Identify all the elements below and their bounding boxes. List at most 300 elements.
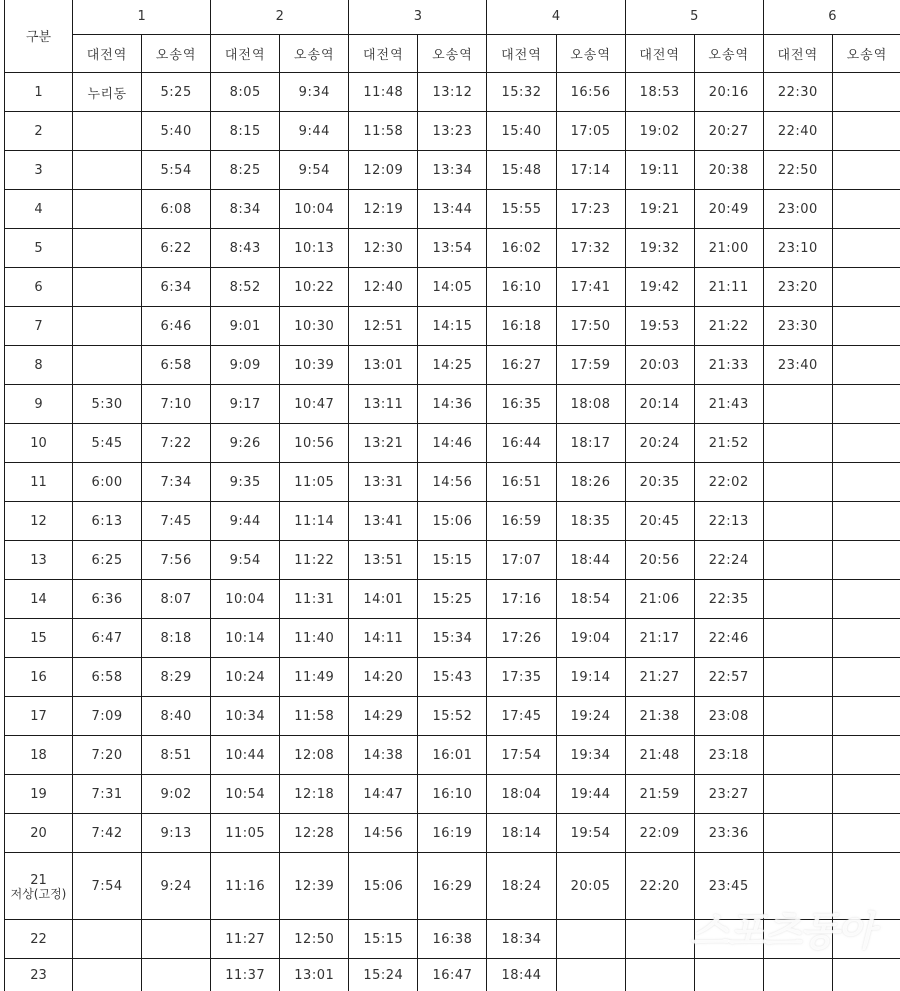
station-header-daejeon: 대전역 <box>763 35 832 73</box>
daejeon-departure-cell: 6:47 <box>73 619 142 658</box>
daejeon-departure-cell: 19:42 <box>625 268 694 307</box>
osong-departure-cell: 11:58 <box>280 697 349 736</box>
osong-departure-cell: 16:38 <box>418 920 487 959</box>
osong-departure-cell <box>556 920 625 959</box>
daejeon-departure-cell: 15:06 <box>349 853 418 920</box>
daejeon-departure-cell: 15:32 <box>487 73 556 112</box>
daejeon-departure-cell: 6:36 <box>73 580 142 619</box>
daejeon-departure-cell: 10:04 <box>211 580 280 619</box>
daejeon-departure-cell: 8:52 <box>211 268 280 307</box>
osong-departure-cell: 11:14 <box>280 502 349 541</box>
daejeon-departure-cell: 20:56 <box>625 541 694 580</box>
daejeon-departure-cell: 13:21 <box>349 424 418 463</box>
table-row <box>5 229 900 268</box>
row-number <box>5 920 73 959</box>
row-number-label: 15 <box>30 631 47 646</box>
daejeon-departure-cell: 18:34 <box>487 920 556 959</box>
osong-departure-cell: 22:13 <box>694 502 763 541</box>
daejeon-departure-cell <box>763 502 832 541</box>
daejeon-departure-cell: 16:02 <box>487 229 556 268</box>
daejeon-departure-cell: 12:09 <box>349 151 418 190</box>
daejeon-departure-cell: 21:38 <box>625 697 694 736</box>
osong-departure-cell: 21:22 <box>694 307 763 346</box>
osong-departure-cell <box>832 112 900 151</box>
station-header-row <box>5 35 900 73</box>
table-row <box>5 541 900 580</box>
osong-departure-cell <box>832 619 900 658</box>
daejeon-departure-cell: 23:30 <box>763 307 832 346</box>
daejeon-departure-cell: 17:35 <box>487 658 556 697</box>
osong-departure-cell: 8:18 <box>142 619 211 658</box>
table-row <box>5 385 900 424</box>
row-number <box>5 853 73 920</box>
daejeon-departure-cell: 13:51 <box>349 541 418 580</box>
table-row <box>5 307 900 346</box>
daejeon-departure-cell: 15:40 <box>487 112 556 151</box>
table-row <box>5 346 900 385</box>
osong-departure-cell: 18:54 <box>556 580 625 619</box>
osong-departure-cell <box>832 959 900 991</box>
daejeon-departure-cell <box>763 814 832 853</box>
daejeon-departure-cell: 8:05 <box>211 73 280 112</box>
osong-departure-cell: 10:47 <box>280 385 349 424</box>
daejeon-departure-cell: 18:04 <box>487 775 556 814</box>
daejeon-departure-cell: 17:26 <box>487 619 556 658</box>
daejeon-departure-cell <box>763 385 832 424</box>
table-row <box>5 853 900 920</box>
osong-departure-cell: 13:34 <box>418 151 487 190</box>
daejeon-departure-cell: 22:20 <box>625 853 694 920</box>
row-number <box>5 73 73 112</box>
station-header-daejeon: 대전역 <box>487 35 556 73</box>
row-number-label: 16 <box>30 670 47 685</box>
osong-departure-cell <box>142 959 211 991</box>
daejeon-departure-cell <box>73 959 142 991</box>
osong-departure-cell: 6:34 <box>142 268 211 307</box>
daejeon-departure-cell: 10:54 <box>211 775 280 814</box>
row-number-label: 10 <box>30 436 47 451</box>
daejeon-departure-cell <box>763 541 832 580</box>
osong-departure-cell: 23:45 <box>694 853 763 920</box>
table-row <box>5 697 900 736</box>
row-number <box>5 112 73 151</box>
table-row <box>5 959 900 991</box>
daejeon-departure-cell: 19:11 <box>625 151 694 190</box>
row-number-label: 3 <box>34 163 42 178</box>
osong-departure-cell: 8:51 <box>142 736 211 775</box>
daejeon-departure-cell: 8:15 <box>211 112 280 151</box>
osong-departure-cell: 7:22 <box>142 424 211 463</box>
daejeon-departure-cell: 16:18 <box>487 307 556 346</box>
daejeon-departure-cell: 9:44 <box>211 502 280 541</box>
daejeon-departure-cell: 16:51 <box>487 463 556 502</box>
osong-departure-cell: 6:08 <box>142 190 211 229</box>
table-row <box>5 814 900 853</box>
osong-departure-cell: 5:54 <box>142 151 211 190</box>
osong-departure-cell: 19:04 <box>556 619 625 658</box>
station-header-daejeon: 대전역 <box>349 35 418 73</box>
osong-departure-cell <box>142 920 211 959</box>
daejeon-departure-cell: 10:14 <box>211 619 280 658</box>
daejeon-departure-cell: 6:13 <box>73 502 142 541</box>
osong-departure-cell: 6:46 <box>142 307 211 346</box>
osong-departure-cell: 20:27 <box>694 112 763 151</box>
osong-departure-cell: 21:43 <box>694 385 763 424</box>
daejeon-departure-cell: 20:45 <box>625 502 694 541</box>
osong-departure-cell: 7:34 <box>142 463 211 502</box>
osong-departure-cell: 11:05 <box>280 463 349 502</box>
osong-departure-cell: 18:26 <box>556 463 625 502</box>
table-row <box>5 73 900 112</box>
daejeon-departure-cell: 11:48 <box>349 73 418 112</box>
daejeon-departure-cell: 16:44 <box>487 424 556 463</box>
daejeon-departure-cell: 7:42 <box>73 814 142 853</box>
corner-label: 구분 <box>5 0 73 73</box>
osong-departure-cell: 22:24 <box>694 541 763 580</box>
osong-departure-cell <box>832 385 900 424</box>
row-number <box>5 619 73 658</box>
table-row <box>5 502 900 541</box>
station-header-osong: 오송역 <box>142 35 211 73</box>
osong-departure-cell: 18:35 <box>556 502 625 541</box>
osong-departure-cell <box>832 73 900 112</box>
osong-departure-cell: 5:25 <box>142 73 211 112</box>
osong-departure-cell: 11:31 <box>280 580 349 619</box>
daejeon-departure-cell <box>73 229 142 268</box>
daejeon-departure-cell: 16:27 <box>487 346 556 385</box>
daejeon-departure-cell: 17:16 <box>487 580 556 619</box>
osong-departure-cell: 18:17 <box>556 424 625 463</box>
osong-departure-cell: 13:54 <box>418 229 487 268</box>
osong-departure-cell: 6:58 <box>142 346 211 385</box>
daejeon-departure-cell: 18:53 <box>625 73 694 112</box>
osong-departure-cell <box>832 346 900 385</box>
daejeon-departure-cell: 14:29 <box>349 697 418 736</box>
osong-departure-cell <box>832 190 900 229</box>
daejeon-departure-cell <box>73 346 142 385</box>
daejeon-departure-cell <box>763 697 832 736</box>
daejeon-departure-cell: 7:09 <box>73 697 142 736</box>
osong-departure-cell: 11:49 <box>280 658 349 697</box>
row-number-label: 20 <box>30 826 47 841</box>
osong-departure-cell: 22:02 <box>694 463 763 502</box>
osong-departure-cell: 23:08 <box>694 697 763 736</box>
daejeon-departure-cell: 15:48 <box>487 151 556 190</box>
daejeon-departure-cell: 14:20 <box>349 658 418 697</box>
row-number <box>5 385 73 424</box>
osong-departure-cell: 20:49 <box>694 190 763 229</box>
daejeon-departure-cell: 14:01 <box>349 580 418 619</box>
row-number <box>5 346 73 385</box>
row-sublabel: 저상(고정) <box>5 888 72 900</box>
osong-departure-cell <box>694 920 763 959</box>
osong-departure-cell: 12:18 <box>280 775 349 814</box>
daejeon-departure-cell <box>73 190 142 229</box>
daejeon-departure-cell: 18:44 <box>487 959 556 991</box>
daejeon-departure-cell: 12:30 <box>349 229 418 268</box>
osong-departure-cell: 7:10 <box>142 385 211 424</box>
daejeon-departure-cell: 17:54 <box>487 736 556 775</box>
osong-departure-cell: 7:45 <box>142 502 211 541</box>
daejeon-departure-cell: 16:59 <box>487 502 556 541</box>
osong-departure-cell: 19:44 <box>556 775 625 814</box>
row-number-label: 8 <box>34 358 42 373</box>
row-number-label: 22 <box>30 932 47 947</box>
row-number-label: 12 <box>30 514 47 529</box>
table-row <box>5 151 900 190</box>
daejeon-departure-cell <box>73 112 142 151</box>
daejeon-departure-cell <box>73 307 142 346</box>
osong-departure-cell: 15:15 <box>418 541 487 580</box>
daejeon-departure-cell: 23:40 <box>763 346 832 385</box>
osong-departure-cell <box>832 775 900 814</box>
daejeon-departure-cell: 9:09 <box>211 346 280 385</box>
row-number-label: 4 <box>34 202 42 217</box>
table-row <box>5 920 900 959</box>
station-header-osong: 오송역 <box>280 35 349 73</box>
daejeon-departure-cell: 19:53 <box>625 307 694 346</box>
daejeon-departure-cell: 15:15 <box>349 920 418 959</box>
osong-departure-cell: 17:14 <box>556 151 625 190</box>
daejeon-departure-cell: 11:27 <box>211 920 280 959</box>
table-row <box>5 775 900 814</box>
osong-departure-cell: 19:34 <box>556 736 625 775</box>
osong-departure-cell: 17:41 <box>556 268 625 307</box>
osong-departure-cell <box>832 697 900 736</box>
osong-departure-cell: 12:50 <box>280 920 349 959</box>
osong-departure-cell: 14:56 <box>418 463 487 502</box>
daejeon-departure-cell <box>763 658 832 697</box>
daejeon-departure-cell: 5:45 <box>73 424 142 463</box>
daejeon-departure-cell: 22:40 <box>763 112 832 151</box>
daejeon-departure-cell: 17:07 <box>487 541 556 580</box>
osong-departure-cell: 9:44 <box>280 112 349 151</box>
osong-departure-cell <box>832 424 900 463</box>
osong-departure-cell: 21:11 <box>694 268 763 307</box>
table-row <box>5 580 900 619</box>
osong-departure-cell: 19:14 <box>556 658 625 697</box>
row-number-label: 11 <box>30 475 47 490</box>
daejeon-departure-cell: 20:35 <box>625 463 694 502</box>
table-row <box>5 658 900 697</box>
osong-departure-cell <box>832 920 900 959</box>
row-number-label: 21 <box>30 873 47 888</box>
daejeon-departure-cell: 6:58 <box>73 658 142 697</box>
daejeon-departure-cell: 12:40 <box>349 268 418 307</box>
daejeon-departure-cell: 10:24 <box>211 658 280 697</box>
osong-departure-cell: 13:23 <box>418 112 487 151</box>
daejeon-departure-cell: 18:24 <box>487 853 556 920</box>
osong-departure-cell: 10:30 <box>280 307 349 346</box>
row-number <box>5 151 73 190</box>
daejeon-departure-cell: 18:14 <box>487 814 556 853</box>
daejeon-departure-cell: 16:35 <box>487 385 556 424</box>
daejeon-departure-cell <box>763 424 832 463</box>
osong-departure-cell: 11:22 <box>280 541 349 580</box>
row-number <box>5 502 73 541</box>
daejeon-departure-cell: 13:11 <box>349 385 418 424</box>
daejeon-departure-cell: 21:17 <box>625 619 694 658</box>
row-number-label: 2 <box>34 124 42 139</box>
row-number <box>5 775 73 814</box>
row-number <box>5 541 73 580</box>
daejeon-departure-cell <box>763 580 832 619</box>
daejeon-departure-cell <box>73 268 142 307</box>
row-number-label: 18 <box>30 748 47 763</box>
daejeon-departure-cell <box>73 151 142 190</box>
osong-departure-cell: 13:44 <box>418 190 487 229</box>
bus-timetable <box>4 0 900 991</box>
osong-departure-cell: 16:10 <box>418 775 487 814</box>
station-header-osong: 오송역 <box>694 35 763 73</box>
osong-departure-cell: 12:28 <box>280 814 349 853</box>
osong-departure-cell: 11:40 <box>280 619 349 658</box>
osong-departure-cell: 23:36 <box>694 814 763 853</box>
osong-departure-cell: 12:39 <box>280 853 349 920</box>
table-row <box>5 112 900 151</box>
daejeon-departure-cell: 누리동 <box>73 73 142 112</box>
osong-departure-cell: 22:46 <box>694 619 763 658</box>
daejeon-departure-cell: 14:56 <box>349 814 418 853</box>
watermark-logo: 스포츠동아 <box>690 900 873 957</box>
osong-departure-cell <box>832 151 900 190</box>
station-header-osong: 오송역 <box>556 35 625 73</box>
row-number <box>5 307 73 346</box>
daejeon-departure-cell: 14:47 <box>349 775 418 814</box>
osong-departure-cell: 17:59 <box>556 346 625 385</box>
osong-departure-cell: 18:08 <box>556 385 625 424</box>
daejeon-departure-cell: 11:37 <box>211 959 280 991</box>
osong-departure-cell: 5:40 <box>142 112 211 151</box>
row-number <box>5 959 73 991</box>
daejeon-departure-cell: 20:24 <box>625 424 694 463</box>
daejeon-departure-cell: 23:10 <box>763 229 832 268</box>
osong-departure-cell <box>832 541 900 580</box>
table-row <box>5 190 900 229</box>
daejeon-departure-cell: 13:41 <box>349 502 418 541</box>
osong-departure-cell: 10:13 <box>280 229 349 268</box>
osong-departure-cell: 20:38 <box>694 151 763 190</box>
osong-departure-cell: 9:13 <box>142 814 211 853</box>
station-header-daejeon: 대전역 <box>73 35 142 73</box>
daejeon-departure-cell: 13:31 <box>349 463 418 502</box>
table-row <box>5 463 900 502</box>
osong-departure-cell: 17:23 <box>556 190 625 229</box>
row-number-label: 5 <box>34 241 42 256</box>
osong-departure-cell <box>694 959 763 991</box>
osong-departure-cell <box>832 268 900 307</box>
daejeon-departure-cell: 22:09 <box>625 814 694 853</box>
osong-departure-cell: 17:32 <box>556 229 625 268</box>
osong-departure-cell: 14:15 <box>418 307 487 346</box>
row-number <box>5 814 73 853</box>
daejeon-departure-cell: 10:34 <box>211 697 280 736</box>
row-number-label: 17 <box>30 709 47 724</box>
osong-departure-cell: 6:22 <box>142 229 211 268</box>
daejeon-departure-cell: 9:17 <box>211 385 280 424</box>
row-number <box>5 658 73 697</box>
osong-departure-cell: 8:07 <box>142 580 211 619</box>
osong-departure-cell: 15:06 <box>418 502 487 541</box>
row-number-label: 19 <box>30 787 47 802</box>
osong-departure-cell: 9:24 <box>142 853 211 920</box>
osong-departure-cell: 8:40 <box>142 697 211 736</box>
daejeon-departure-cell <box>763 853 832 920</box>
osong-departure-cell: 10:22 <box>280 268 349 307</box>
daejeon-departure-cell: 22:30 <box>763 73 832 112</box>
osong-departure-cell <box>832 463 900 502</box>
daejeon-departure-cell <box>763 736 832 775</box>
daejeon-departure-cell: 8:25 <box>211 151 280 190</box>
train-4-header: 4 <box>487 0 625 35</box>
daejeon-departure-cell: 12:51 <box>349 307 418 346</box>
daejeon-departure-cell: 17:45 <box>487 697 556 736</box>
osong-departure-cell: 14:05 <box>418 268 487 307</box>
daejeon-departure-cell: 9:54 <box>211 541 280 580</box>
daejeon-departure-cell: 10:44 <box>211 736 280 775</box>
daejeon-departure-cell <box>73 920 142 959</box>
daejeon-departure-cell: 15:24 <box>349 959 418 991</box>
osong-departure-cell <box>832 229 900 268</box>
row-number-label: 13 <box>30 553 47 568</box>
osong-departure-cell: 18:44 <box>556 541 625 580</box>
osong-departure-cell: 16:56 <box>556 73 625 112</box>
osong-departure-cell: 22:35 <box>694 580 763 619</box>
daejeon-departure-cell: 15:55 <box>487 190 556 229</box>
daejeon-departure-cell: 23:20 <box>763 268 832 307</box>
osong-departure-cell <box>832 658 900 697</box>
row-number <box>5 268 73 307</box>
table-row <box>5 268 900 307</box>
table-row <box>5 424 900 463</box>
station-header-osong: 오송역 <box>832 35 900 73</box>
daejeon-departure-cell: 16:10 <box>487 268 556 307</box>
osong-departure-cell <box>832 580 900 619</box>
daejeon-departure-cell: 9:26 <box>211 424 280 463</box>
daejeon-departure-cell: 23:00 <box>763 190 832 229</box>
osong-departure-cell: 16:19 <box>418 814 487 853</box>
daejeon-departure-cell: 19:21 <box>625 190 694 229</box>
daejeon-departure-cell <box>763 959 832 991</box>
daejeon-departure-cell: 20:03 <box>625 346 694 385</box>
daejeon-departure-cell <box>763 775 832 814</box>
osong-departure-cell: 16:47 <box>418 959 487 991</box>
row-number-label: 9 <box>34 397 42 412</box>
daejeon-departure-cell: 21:59 <box>625 775 694 814</box>
station-header-daejeon: 대전역 <box>211 35 280 73</box>
daejeon-departure-cell: 6:00 <box>73 463 142 502</box>
osong-departure-cell: 20:16 <box>694 73 763 112</box>
osong-departure-cell: 21:00 <box>694 229 763 268</box>
daejeon-departure-cell: 5:30 <box>73 385 142 424</box>
osong-departure-cell: 21:52 <box>694 424 763 463</box>
osong-departure-cell: 9:02 <box>142 775 211 814</box>
osong-departure-cell: 19:24 <box>556 697 625 736</box>
osong-departure-cell <box>832 814 900 853</box>
daejeon-departure-cell: 21:48 <box>625 736 694 775</box>
osong-departure-cell: 10:56 <box>280 424 349 463</box>
table-row <box>5 736 900 775</box>
osong-departure-cell: 22:57 <box>694 658 763 697</box>
osong-departure-cell: 15:43 <box>418 658 487 697</box>
row-number-label: 1 <box>34 85 42 100</box>
daejeon-departure-cell: 14:38 <box>349 736 418 775</box>
osong-departure-cell: 23:18 <box>694 736 763 775</box>
osong-departure-cell <box>832 853 900 920</box>
osong-departure-cell: 12:08 <box>280 736 349 775</box>
osong-departure-cell: 10:39 <box>280 346 349 385</box>
osong-departure-cell: 21:33 <box>694 346 763 385</box>
